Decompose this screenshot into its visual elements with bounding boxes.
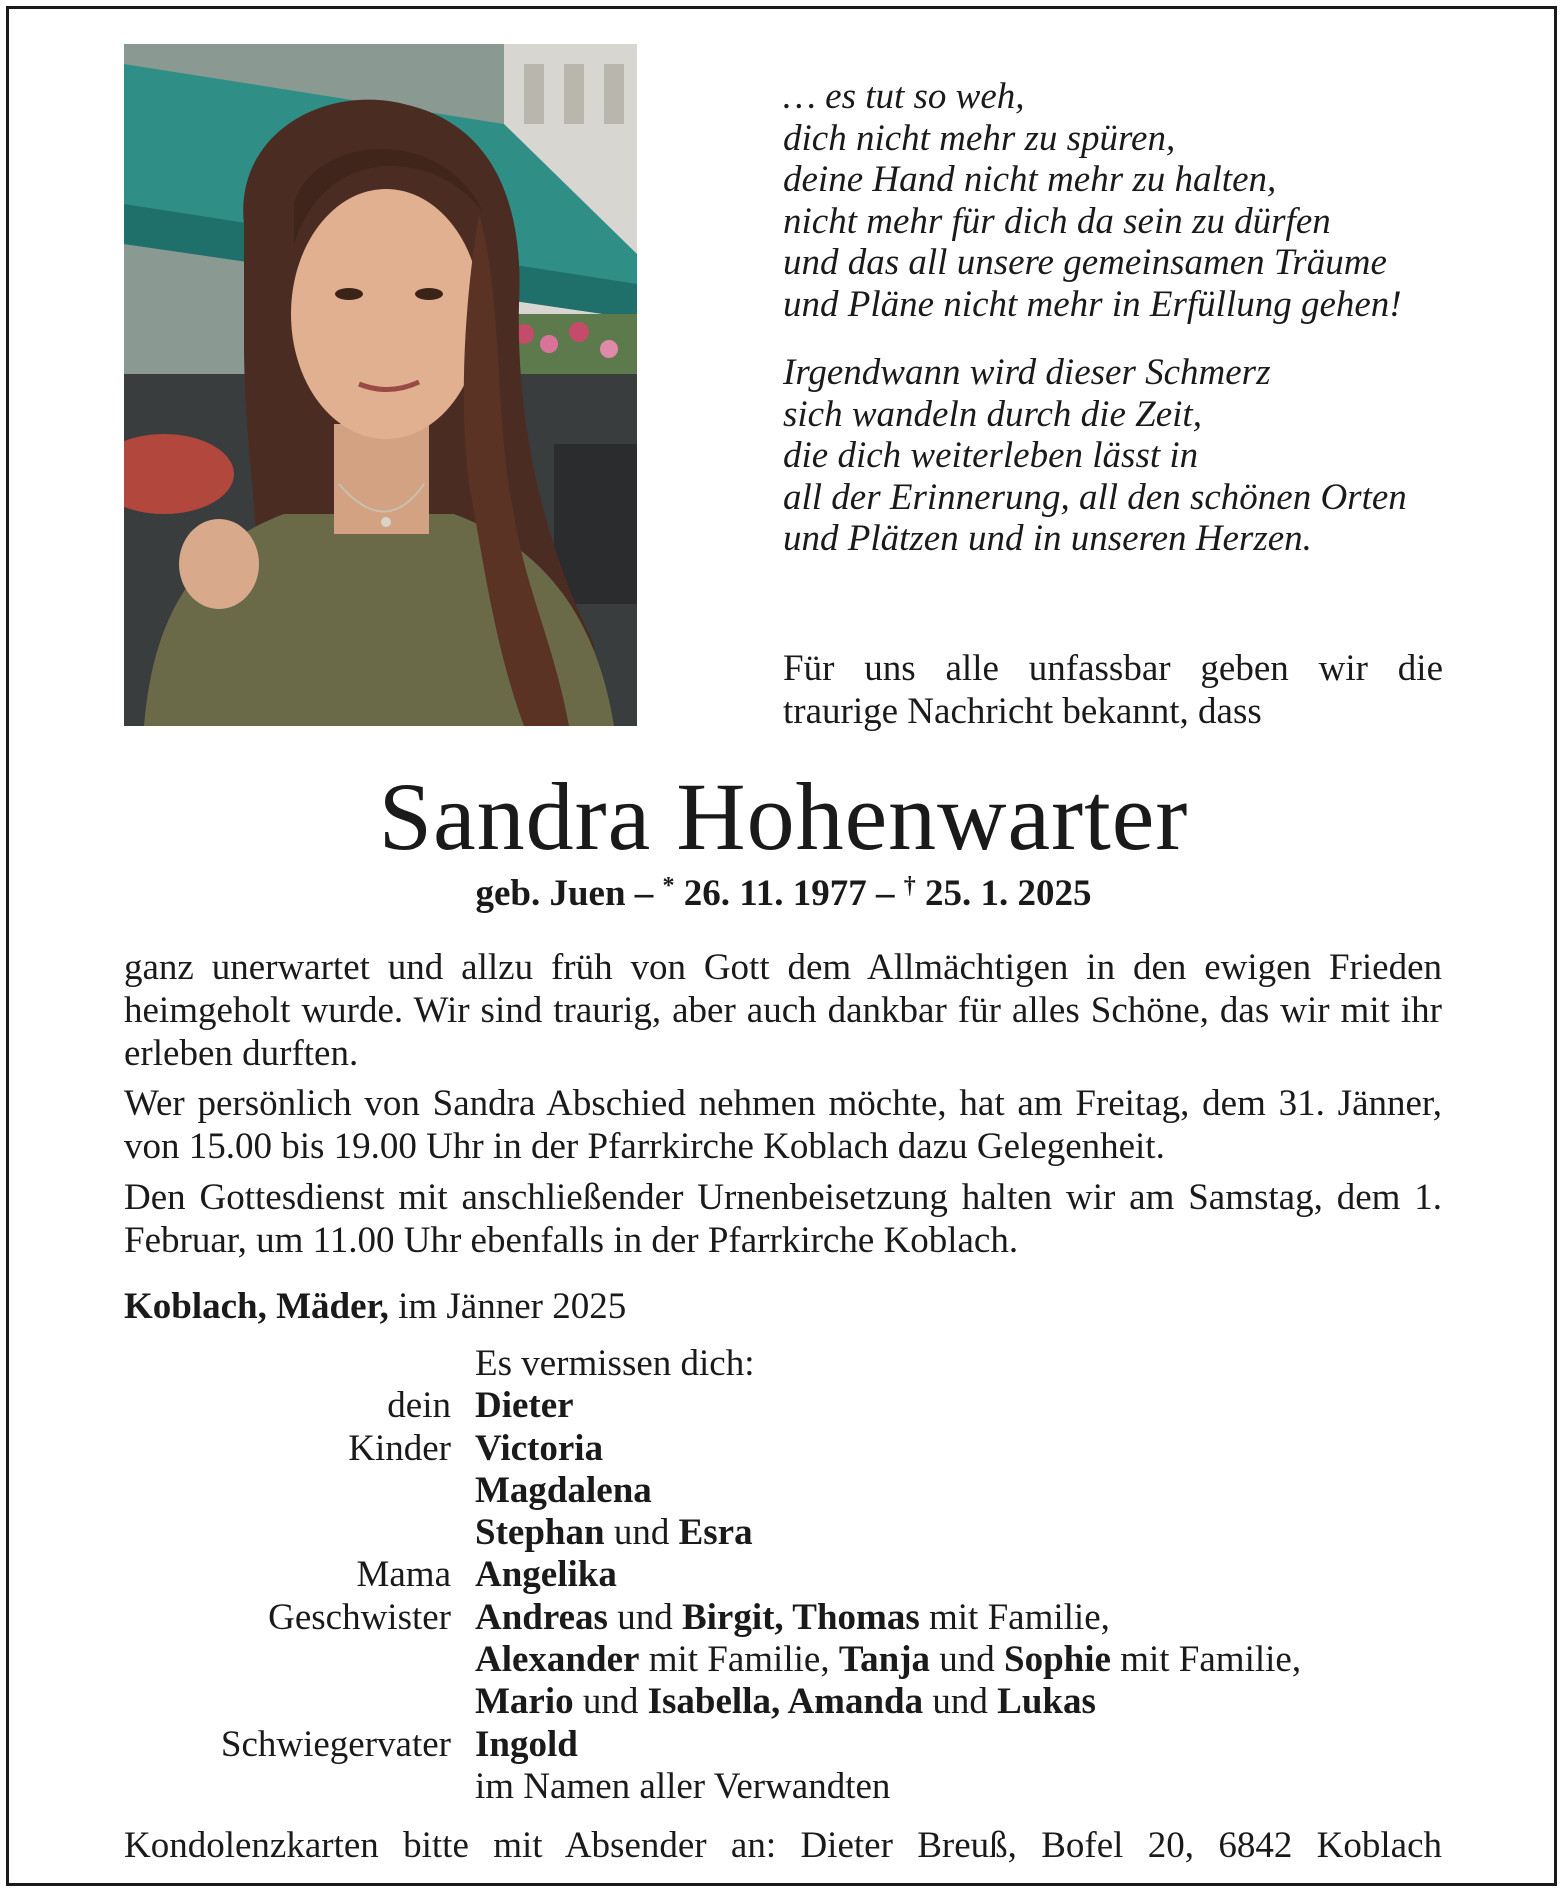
birth-date: 26. 11. 1977: [674, 873, 867, 914]
family-note: mit Familie,: [639, 1639, 839, 1681]
mourner-name: Lukas: [997, 1681, 1096, 1723]
mourner-row: [124, 1554, 1454, 1596]
mourner-row: [124, 1724, 1454, 1766]
mourner-row: [124, 1639, 1454, 1681]
poem-line: nicht mehr für dich da sein zu dürfen: [783, 200, 1331, 242]
death-date: 25. 1. 2025: [915, 873, 1092, 914]
poem-line: und Plätzen und in unseren Herzen.: [783, 518, 1312, 559]
life-dates: [0, 872, 1567, 916]
mourner-name: Dieter: [475, 1385, 574, 1427]
paragraph-farewell: Wer persönlich von Sandra Abschied nehmen möchte, hat am Freitag, dem 31. Jänner, von 15.00 bis 19.00 Uhr in der Pfarrkirche Koblach dazu Gelegenheit.: [124, 1083, 1442, 1167]
relation-label: Kinder: [348, 1427, 451, 1469]
conjunction: und: [930, 1639, 1005, 1681]
portrait-photo: [124, 44, 637, 726]
mourner-name: Andreas: [475, 1596, 608, 1638]
mourners-heading: Es vermissen dich:: [475, 1343, 755, 1384]
poem-line: … es tut so weh,: [783, 76, 1025, 117]
poem-stanza-2: [783, 352, 1463, 560]
death-mark: †: [903, 873, 916, 899]
mourner-name: Esra: [678, 1512, 753, 1554]
mourner-row: [124, 1597, 1454, 1639]
deceased-name: Sandra Hohenwarter: [378, 763, 1189, 870]
mourner-name: Stephan: [475, 1512, 605, 1554]
relation-label: Mama: [356, 1554, 451, 1596]
announcement-intro: Für uns alle unfassbar geben wir die traurige Nachricht bekannt, dass: [783, 648, 1443, 732]
poem-line: und Pläne nicht mehr in Erfüllung gehen!: [783, 283, 1402, 325]
poem-line: dich nicht mehr zu spüren,: [783, 117, 1176, 159]
mourner-name: Mario: [475, 1681, 574, 1723]
mourners-list: [124, 1343, 1454, 1808]
mourners-heading-row: [124, 1343, 1454, 1385]
family-note: mit Familie,: [1110, 1639, 1302, 1681]
paragraph-service: Den Gottesdienst mit anschließender Urnenbeisetzung halten wir am Samstag, dem 1. Februar, um 11.00 Uhr ebenfalls in der Pfarrkirche Koblach.: [124, 1177, 1442, 1261]
separator: –: [625, 873, 663, 914]
mourner-name: Angelika: [475, 1554, 617, 1596]
conjunction: und: [604, 1512, 679, 1554]
mourner-row: [124, 1766, 1454, 1808]
portrait-image: [124, 44, 637, 726]
mourner-row: [124, 1681, 1454, 1723]
closing-line: im Namen aller Verwandten: [475, 1765, 891, 1807]
relation-label: dein: [387, 1385, 451, 1427]
poem-line: deine Hand nicht mehr zu halten,: [783, 159, 1277, 200]
separator: –: [866, 873, 904, 914]
poem-line: und das all unsere gemeinsamen Träume: [783, 242, 1387, 283]
relation-label: Geschwister: [268, 1596, 451, 1638]
poem-line: Irgendwann wird dieser Schmerz: [783, 352, 1271, 393]
place-names: Koblach, Mäder,: [124, 1286, 389, 1327]
conjunction: und: [573, 1681, 648, 1723]
poem-line: sich wandeln durch die Zeit,: [783, 393, 1202, 435]
mourner-row: [124, 1385, 1454, 1427]
mourner-name: Magdalena: [475, 1469, 652, 1511]
mourner-name: Sophie: [1004, 1639, 1111, 1681]
mourner-name: Birgit, Thomas: [681, 1596, 920, 1638]
mourner-row: [124, 1512, 1454, 1554]
mourner-row: [124, 1470, 1454, 1512]
mourner-name: Alexander: [475, 1639, 640, 1681]
poem-line: die dich weiterleben lässt in: [783, 435, 1199, 476]
mourner-name: Isabella, Amanda: [647, 1681, 924, 1723]
conjunction: und: [923, 1681, 998, 1723]
mourner-name: Tanja: [838, 1639, 931, 1681]
place-date: im Jänner 2025: [388, 1286, 627, 1327]
mourner-row: [124, 1428, 1454, 1470]
mourner-name: Victoria: [475, 1427, 604, 1469]
family-note: mit Familie,: [919, 1596, 1110, 1638]
mourner-name: Ingold: [475, 1723, 578, 1765]
poem-line: all der Erinnerung, all den schönen Orten: [783, 476, 1407, 518]
condolence-address: Kondolenzkarten bitte mit Absender an: Dieter Breuß, Bofel 20, 6842 Koblach: [124, 1825, 1442, 1866]
paragraph-death: ganz unerwartet und allzu früh von Gott dem Allmächtigen in den ewigen Frieden heimgeholt wurde. Wir sind traurig, aber auch dankbar für alles Schöne, das wir mit ihr erleben durften.: [124, 947, 1442, 1074]
birth-name: geb. Juen: [475, 873, 626, 914]
birth-mark: *: [662, 873, 675, 899]
place-date-line: [124, 1285, 626, 1328]
relation-label: Schwiegervater: [220, 1723, 451, 1765]
conjunction: und: [607, 1596, 682, 1638]
poem-stanza-1: [783, 76, 1463, 325]
